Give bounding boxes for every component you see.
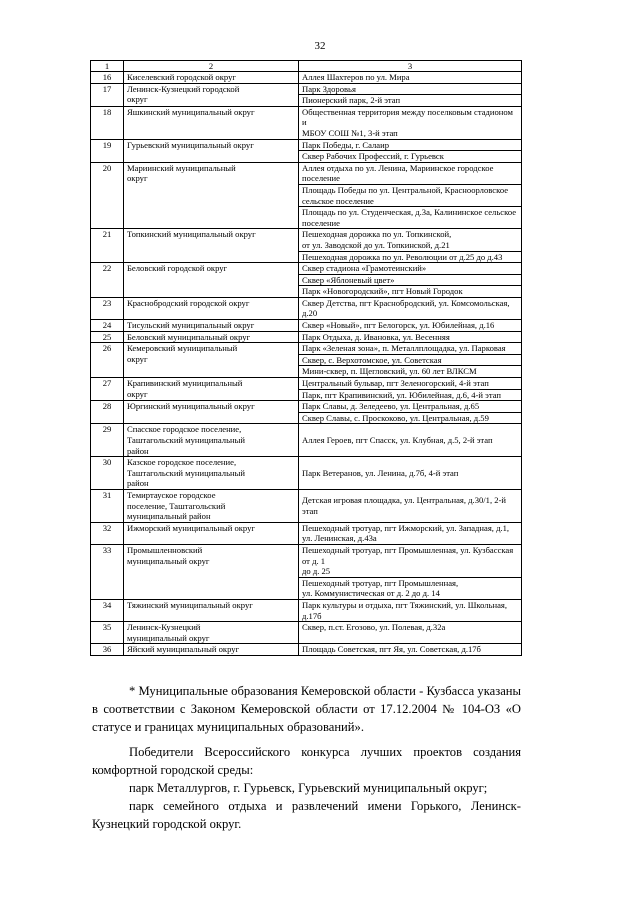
table-row bbox=[91, 263, 522, 275]
district-line: Юргинский муниципальный округ bbox=[127, 401, 255, 412]
district-cell bbox=[124, 229, 299, 263]
territory-cell bbox=[299, 207, 522, 229]
row-number: 29 bbox=[91, 424, 124, 457]
footnote: * Муниципальные образования Кемеровской области - Кузбасса указаны в соответствии с Законом Кемеровской области от 17.12.2004 № 104-ОЗ «О статусе и границах муниципальных образований». bbox=[92, 684, 521, 734]
district-cell bbox=[124, 457, 299, 490]
district-cell bbox=[124, 378, 299, 401]
district-cell bbox=[124, 106, 299, 139]
territory-line: Сквер Рабочих Профессий, г. Гурьевск bbox=[302, 151, 444, 162]
territory-line: поселение bbox=[302, 217, 340, 228]
row-number: 27 bbox=[91, 378, 124, 401]
territory-cell bbox=[299, 412, 522, 424]
district-line: Ленинск-Кузнецкий bbox=[127, 622, 201, 633]
row-number: 32 bbox=[91, 522, 124, 544]
territory-cell bbox=[299, 544, 522, 577]
territory-line: сельское поселение bbox=[302, 195, 374, 206]
territory-line: Парк, пгт Крапивинский, ул. Юбилейная, д.6, 4-й этап bbox=[302, 389, 502, 400]
table-row bbox=[91, 331, 522, 343]
district-cell bbox=[124, 343, 299, 378]
district-line: Яйский муниципальный округ bbox=[127, 644, 240, 655]
district-cell bbox=[124, 320, 299, 332]
territory-cell bbox=[299, 354, 522, 366]
table-row bbox=[91, 83, 522, 95]
district-line: округ bbox=[127, 173, 148, 184]
territory-line: Аллея отдыха по ул. Ленина, Мариинское городское поселение bbox=[302, 162, 494, 184]
territory-cell bbox=[299, 72, 522, 84]
district-line: округ bbox=[127, 94, 148, 105]
row-number: 23 bbox=[91, 297, 124, 319]
territory-cell bbox=[299, 274, 522, 286]
table-row bbox=[91, 401, 522, 413]
territory-line: Аллея Шахтеров по ул. Мира bbox=[302, 72, 410, 82]
territory-line: Пешеходный тротуар, пгт Промышленная, ул. Кузбасская от д. 1 bbox=[302, 544, 514, 566]
district-line: Спасское городское поселение, bbox=[127, 424, 242, 435]
table-row bbox=[91, 644, 522, 656]
table-row bbox=[91, 489, 522, 522]
territory-cell bbox=[299, 162, 522, 184]
table-row bbox=[91, 320, 522, 332]
district-cell bbox=[124, 297, 299, 319]
row-number: 28 bbox=[91, 401, 124, 424]
table-row bbox=[91, 599, 522, 621]
table-row bbox=[91, 343, 522, 355]
territory-line: Мини-сквер, п. Щегловский, ул. 60 лет ВЛКСМ bbox=[302, 366, 477, 377]
territory-line: Общественная территория между поселковым стадионом и bbox=[302, 106, 513, 128]
table-row bbox=[91, 72, 522, 84]
territory-cell bbox=[299, 457, 522, 490]
row-number: 25 bbox=[91, 331, 124, 343]
district-cell bbox=[124, 72, 299, 84]
row-number: 24 bbox=[91, 320, 124, 332]
row-number: 17 bbox=[91, 83, 124, 106]
territory-line: Сквер «Яблоневый цвет» bbox=[302, 274, 395, 285]
territory-line: Площадь Советская, пгт Яя, ул. Советская, д.17б bbox=[302, 644, 481, 655]
territory-cell bbox=[299, 366, 522, 378]
header-col-territory: 3 bbox=[299, 61, 522, 72]
territory-line: Центральный бульвар, пгт Зеленогорский, 4-й этап bbox=[302, 378, 489, 389]
table-row bbox=[91, 297, 522, 319]
district-line: Крапивинский муниципальный bbox=[127, 378, 243, 389]
territory-line: Парк «Новогородский», пгт Новый Городок bbox=[302, 286, 463, 297]
winner-item: парк Металлургов, г. Гурьевск, Гурьевский муниципальный округ; bbox=[129, 780, 488, 795]
district-line: Гурьевский муниципальный округ bbox=[127, 139, 254, 150]
district-line: Беловский городской округ bbox=[127, 263, 228, 274]
territory-line: Сквер Славы, с. Проскоково, ул. Центральная, д.59 bbox=[302, 412, 489, 423]
territory-line: от ул. Заводской до ул. Топкинской, д.21 bbox=[302, 239, 450, 250]
district-line: округ bbox=[127, 388, 148, 399]
district-line: Топкинский муниципальный округ bbox=[127, 229, 256, 240]
territory-cell bbox=[299, 489, 522, 522]
territory-line: до д. 25 bbox=[302, 566, 331, 577]
district-line: Темиртауское городское bbox=[127, 489, 216, 500]
territory-line: Пионерский парк, 2-й этап bbox=[302, 95, 401, 106]
row-number: 20 bbox=[91, 162, 124, 229]
territories-table bbox=[90, 60, 522, 656]
territory-cell bbox=[299, 184, 522, 206]
territory-line: Сквер стадиона «Грамотеинский» bbox=[302, 263, 427, 274]
district-line: Мариинский муниципальный bbox=[127, 162, 236, 173]
territory-cell bbox=[299, 343, 522, 355]
district-cell bbox=[124, 162, 299, 229]
district-line: Краснобродский городской округ bbox=[127, 297, 250, 308]
district-line: Яшкинский муниципальный округ bbox=[127, 106, 255, 117]
district-line: Таштагольский муниципальный bbox=[127, 467, 245, 478]
district-line: Промышленновский bbox=[127, 544, 203, 555]
table-row bbox=[91, 229, 522, 251]
table-row bbox=[91, 424, 522, 457]
territory-cell bbox=[299, 599, 522, 621]
territory-cell bbox=[299, 95, 522, 107]
table-row bbox=[91, 106, 522, 139]
territory-line: Детская игровая площадка, ул. Центральная, д.30/1, 2-й этап bbox=[302, 495, 507, 516]
district-line: Кемеровский муниципальный bbox=[127, 343, 238, 354]
territory-line: Парк Победы, г. Салаир bbox=[302, 139, 390, 150]
row-number: 26 bbox=[91, 343, 124, 378]
row-number: 19 bbox=[91, 139, 124, 162]
row-number: 30 bbox=[91, 457, 124, 490]
row-number: 18 bbox=[91, 106, 124, 139]
territory-line: Пешеходный тротуар, пгт Ижморский, ул. Западная, д.1, bbox=[302, 522, 510, 533]
territory-cell bbox=[299, 401, 522, 413]
table-row bbox=[91, 522, 522, 544]
district-line: Казское городское поселение, bbox=[127, 457, 237, 468]
territory-cell bbox=[299, 139, 522, 151]
table-row bbox=[91, 378, 522, 390]
table-row bbox=[91, 139, 522, 151]
territory-line: Сквер Детства, пгт Краснобродский, ул. Комсомольская, д.20 bbox=[302, 297, 510, 319]
row-number: 33 bbox=[91, 544, 124, 599]
territory-line: Пешеходная дорожка по ул. Топкинской, bbox=[302, 229, 452, 240]
district-line: поселение, Таштагольский bbox=[127, 500, 226, 511]
territory-cell bbox=[299, 522, 522, 544]
district-cell bbox=[124, 139, 299, 162]
territory-cell bbox=[299, 251, 522, 263]
territory-cell bbox=[299, 331, 522, 343]
district-line: Беловский муниципальный округ bbox=[127, 331, 251, 342]
district-cell bbox=[124, 83, 299, 106]
district-line: Тисульский муниципальный округ bbox=[127, 320, 255, 331]
territory-line: Парк «Зеленая зона», п. Металлплощадка, ул. Парковая bbox=[302, 343, 506, 354]
territory-line: Парк Здоровья bbox=[302, 83, 356, 94]
district-line: Тяжинский муниципальный округ bbox=[127, 599, 253, 610]
row-number: 34 bbox=[91, 599, 124, 621]
row-number: 21 bbox=[91, 229, 124, 263]
table-row bbox=[91, 162, 522, 184]
row-number: 31 bbox=[91, 489, 124, 522]
territory-cell bbox=[299, 644, 522, 656]
district-cell bbox=[124, 263, 299, 298]
table-header-row bbox=[91, 61, 522, 72]
district-cell bbox=[124, 622, 299, 644]
territory-line: Площадь по ул. Студенческая, д.3а, Калининское сельское bbox=[302, 207, 517, 218]
table-row bbox=[91, 457, 522, 490]
territory-cell bbox=[299, 389, 522, 401]
territory-line: Сквер «Новый», пгт Белогорск, ул. Юбилейная, д.16 bbox=[302, 320, 495, 331]
district-cell bbox=[124, 644, 299, 656]
notes-block bbox=[92, 683, 521, 833]
district-cell bbox=[124, 331, 299, 343]
district-line: муниципальный округ bbox=[127, 555, 210, 566]
territory-line: ул. Ленинская, д.43а bbox=[302, 533, 377, 544]
header-col-district: 2 bbox=[124, 61, 299, 72]
territory-line: Аллея Героев, пгт Спасск, ул. Клубная, д.5, 2-й этап bbox=[302, 435, 493, 445]
winners-intro: Победители Всероссийского конкурса лучших проектов создания комфортной городской среды: bbox=[92, 745, 521, 778]
territory-cell bbox=[299, 151, 522, 163]
district-line: Таштагольский муниципальный bbox=[127, 435, 245, 445]
row-number: 22 bbox=[91, 263, 124, 298]
header-col-number: 1 bbox=[91, 61, 124, 72]
territory-line: МБОУ СОШ №1, 3-й этап bbox=[302, 127, 398, 138]
district-line: район bbox=[127, 478, 149, 489]
territory-cell bbox=[299, 106, 522, 139]
territory-line: Парк Ветеранов, ул. Ленина, д.7б, 4-й этап bbox=[302, 467, 459, 478]
winner-item: парк семейного отдыха и развлечений имени Горького, Ленинск-Кузнецкий городской округ. bbox=[92, 798, 521, 831]
territory-cell bbox=[299, 286, 522, 298]
district-cell bbox=[124, 544, 299, 599]
row-number: 35 bbox=[91, 622, 124, 644]
table-row bbox=[91, 622, 522, 644]
territory-line: Парк культуры и отдыха, пгт Тяжинский, ул. Школьная, д.17б bbox=[302, 599, 508, 621]
district-cell bbox=[124, 424, 299, 457]
district-cell bbox=[124, 522, 299, 544]
territory-line: Пешеходный тротуар, пгт Промышленная, bbox=[302, 577, 459, 588]
territory-cell bbox=[299, 378, 522, 390]
district-line: муниципальный район bbox=[127, 511, 211, 522]
territory-line: Парк Отдыха, д. Ивановка, ул. Весенняя bbox=[302, 331, 450, 342]
territory-line: ул. Коммунистическая от д. 2 до д. 14 bbox=[302, 588, 440, 599]
territory-cell bbox=[299, 83, 522, 95]
territory-cell bbox=[299, 297, 522, 319]
row-number: 16 bbox=[91, 72, 124, 84]
territory-cell bbox=[299, 424, 522, 457]
district-cell bbox=[124, 489, 299, 522]
territory-line: Парк Славы, д. Зеледеево, ул. Центральная, д.65 bbox=[302, 401, 480, 412]
territory-line: Сквер, с. Верхотомское, ул. Советская bbox=[302, 354, 442, 365]
district-line: Ижморский муниципальный округ bbox=[127, 522, 255, 533]
territory-line: Сквер, п.ст. Егозово, ул. Полевая, д.32а bbox=[302, 622, 446, 633]
territory-cell bbox=[299, 263, 522, 275]
district-cell bbox=[124, 401, 299, 424]
district-line: Ленинск-Кузнецкий городской bbox=[127, 83, 240, 94]
district-line: Киселевский городской округ bbox=[127, 72, 236, 82]
table-row bbox=[91, 544, 522, 577]
district-line: округ bbox=[127, 353, 148, 364]
territory-line: Пешеходная дорожка по ул. Революции от д.25 до д.43 bbox=[302, 251, 503, 262]
territory-line: Площадь Победы по ул. Центральной, Красноорловское bbox=[302, 184, 509, 195]
district-cell bbox=[124, 599, 299, 621]
page-number: 32 bbox=[314, 40, 326, 52]
row-number: 36 bbox=[91, 644, 124, 656]
territory-cell bbox=[299, 320, 522, 332]
territory-cell bbox=[299, 622, 522, 644]
territory-cell bbox=[299, 577, 522, 599]
district-line: район bbox=[127, 445, 149, 456]
territory-cell bbox=[299, 229, 522, 251]
district-line: муниципальный округ bbox=[127, 632, 210, 643]
